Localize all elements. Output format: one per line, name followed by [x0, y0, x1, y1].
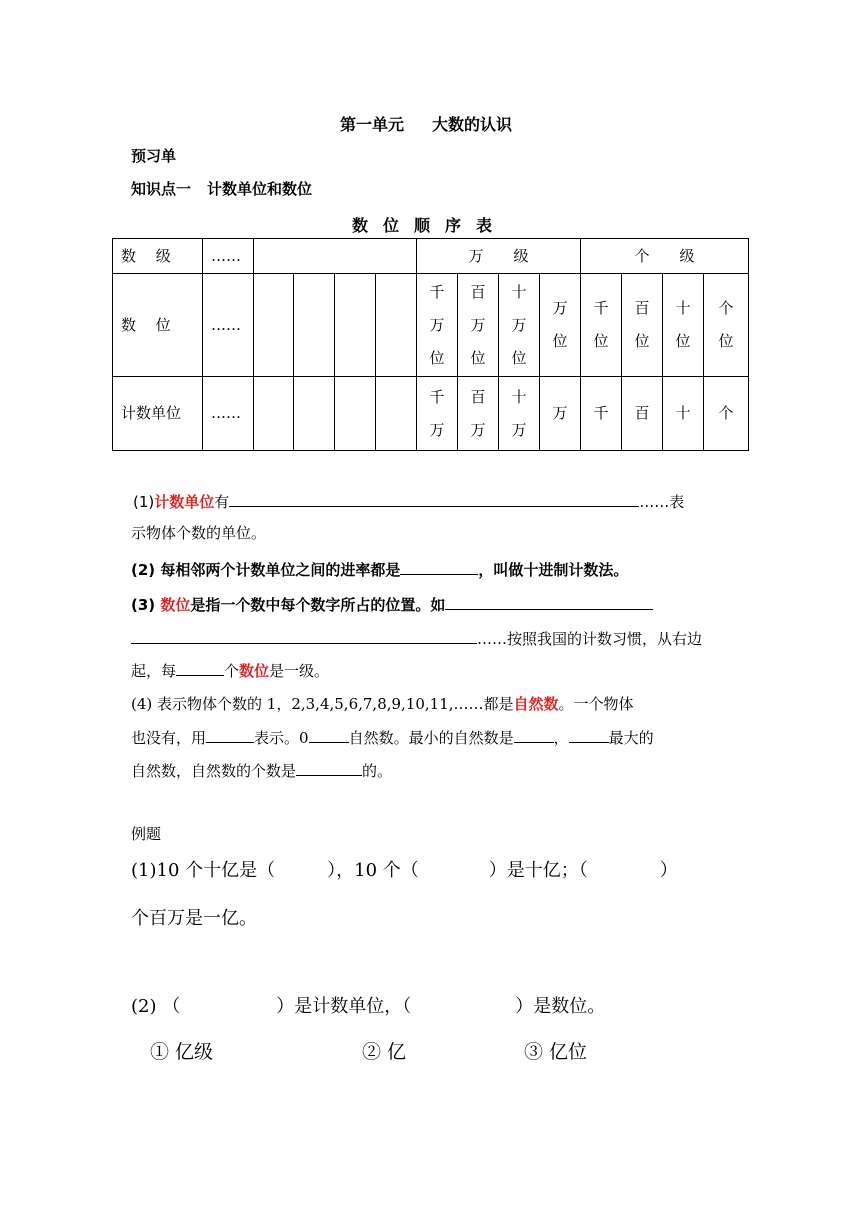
fill-blank[interactable]	[569, 728, 609, 743]
place-cell: 十 位	[663, 274, 704, 377]
place-cell: 千 万 位	[417, 274, 458, 377]
option-1[interactable]: ① 亿级	[150, 1041, 214, 1063]
fill-blank[interactable]	[229, 492, 639, 507]
place-value-table	[112, 238, 749, 451]
paragraph-4-line-2: 也没有，用 表示。0 自然数。最小的自然数是 ， 最大的	[131, 729, 654, 747]
fill-blank[interactable]	[131, 629, 477, 644]
empty-cell	[254, 274, 294, 377]
empty-cell	[376, 274, 417, 377]
unit-cell: 百 万	[458, 377, 499, 451]
fill-blank[interactable]	[206, 728, 254, 743]
row-header-level: 数 级	[113, 239, 203, 274]
paragraph-4: (4) 表示物体个数的 1，2,3,4,5,6,7,8,9,10,11,……都是自然数。一个物体	[131, 695, 634, 713]
term-place: 数位	[160, 596, 191, 614]
unit-cell: 十	[663, 377, 704, 451]
ellipsis-cell: ……	[203, 377, 254, 451]
table-row-level	[113, 239, 749, 274]
fill-blank[interactable]	[309, 728, 349, 743]
unit-cell: 百	[622, 377, 663, 451]
paragraph-1-line-2: 示物体个数的单位。	[131, 524, 267, 542]
option-3[interactable]: ③ 亿位	[524, 1041, 588, 1063]
paragraph-1: (1)计数单位有 ……表	[133, 493, 685, 511]
fill-blank[interactable]	[445, 595, 653, 610]
place-cell: 万 位	[540, 274, 581, 377]
paragraph-2: (2) 每相邻两个计数单位之间的进率都是 ，叫做十进制计数法。	[131, 561, 629, 579]
ellipsis-cell: ……	[203, 239, 254, 274]
page-title	[340, 112, 512, 135]
empty-cell	[294, 377, 335, 451]
place-cell: 个 位	[704, 274, 749, 377]
unit-cell: 万	[540, 377, 581, 451]
place-cell: 十 万 位	[499, 274, 540, 377]
row-header-place: 数 位	[113, 274, 203, 377]
table-row-unit	[113, 377, 749, 451]
preview-heading: 预习单	[131, 147, 177, 165]
empty-cell	[335, 377, 376, 451]
example-1-line-2: 个百万是一亿。	[131, 908, 257, 929]
empty-cell	[335, 274, 376, 377]
term-place: 数位	[239, 662, 270, 680]
empty-cell	[254, 377, 294, 451]
fill-blank[interactable]	[176, 661, 224, 676]
option-2[interactable]: ② 亿	[362, 1041, 407, 1063]
fill-blank[interactable]	[514, 728, 554, 743]
place-cell: 千 位	[581, 274, 622, 377]
row-header-unit: 计数单位	[113, 377, 203, 451]
ellipsis-cell: ……	[203, 274, 254, 377]
place-cell: 百 万 位	[458, 274, 499, 377]
fill-blank[interactable]	[400, 560, 478, 575]
knowledge-point-label: 知识点一	[131, 180, 192, 198]
term-counting-unit: 计数单位	[154, 493, 215, 511]
wan-level-cell: 万 级	[417, 239, 581, 274]
title-topic: 大数的认识	[432, 115, 513, 134]
fill-blank[interactable]	[296, 761, 362, 776]
place-cell: 百 位	[622, 274, 663, 377]
paragraph-3: (3) 数位是指一个数中每个数字所占的位置。如	[131, 594, 653, 616]
table-row-place	[113, 274, 749, 377]
empty-cell	[376, 377, 417, 451]
paragraph-3-line-2: ……按照我国的计数习惯，从右边	[131, 628, 702, 650]
example-2: (2) （ ）是计数单位，（ ）是数位。	[131, 996, 606, 1017]
empty-cell	[294, 274, 335, 377]
table-title: 数位顺序表	[352, 216, 508, 235]
unit-cell: 千	[581, 377, 622, 451]
paragraph-4-line-3: 自然数，自然数的个数是 的。	[131, 762, 393, 780]
unit-cell: 个	[704, 377, 749, 451]
example-heading: 例题	[131, 825, 162, 843]
ge-level-cell: 个 级	[581, 239, 749, 274]
empty-level-cell	[254, 239, 417, 274]
paragraph-3-line-3: 起，每 个数位是一级。	[131, 662, 330, 680]
unit-cell: 千 万	[417, 377, 458, 451]
example-1: (1)10 个十亿是（ ），10 个（ ）是十亿；（ ）	[131, 860, 678, 881]
title-unit: 第一单元	[340, 115, 405, 134]
knowledge-point-heading	[131, 178, 312, 199]
unit-cell: 十 万	[499, 377, 540, 451]
knowledge-point-topic: 计数单位和数位	[207, 180, 313, 198]
term-natural-number: 自然数	[513, 695, 559, 713]
